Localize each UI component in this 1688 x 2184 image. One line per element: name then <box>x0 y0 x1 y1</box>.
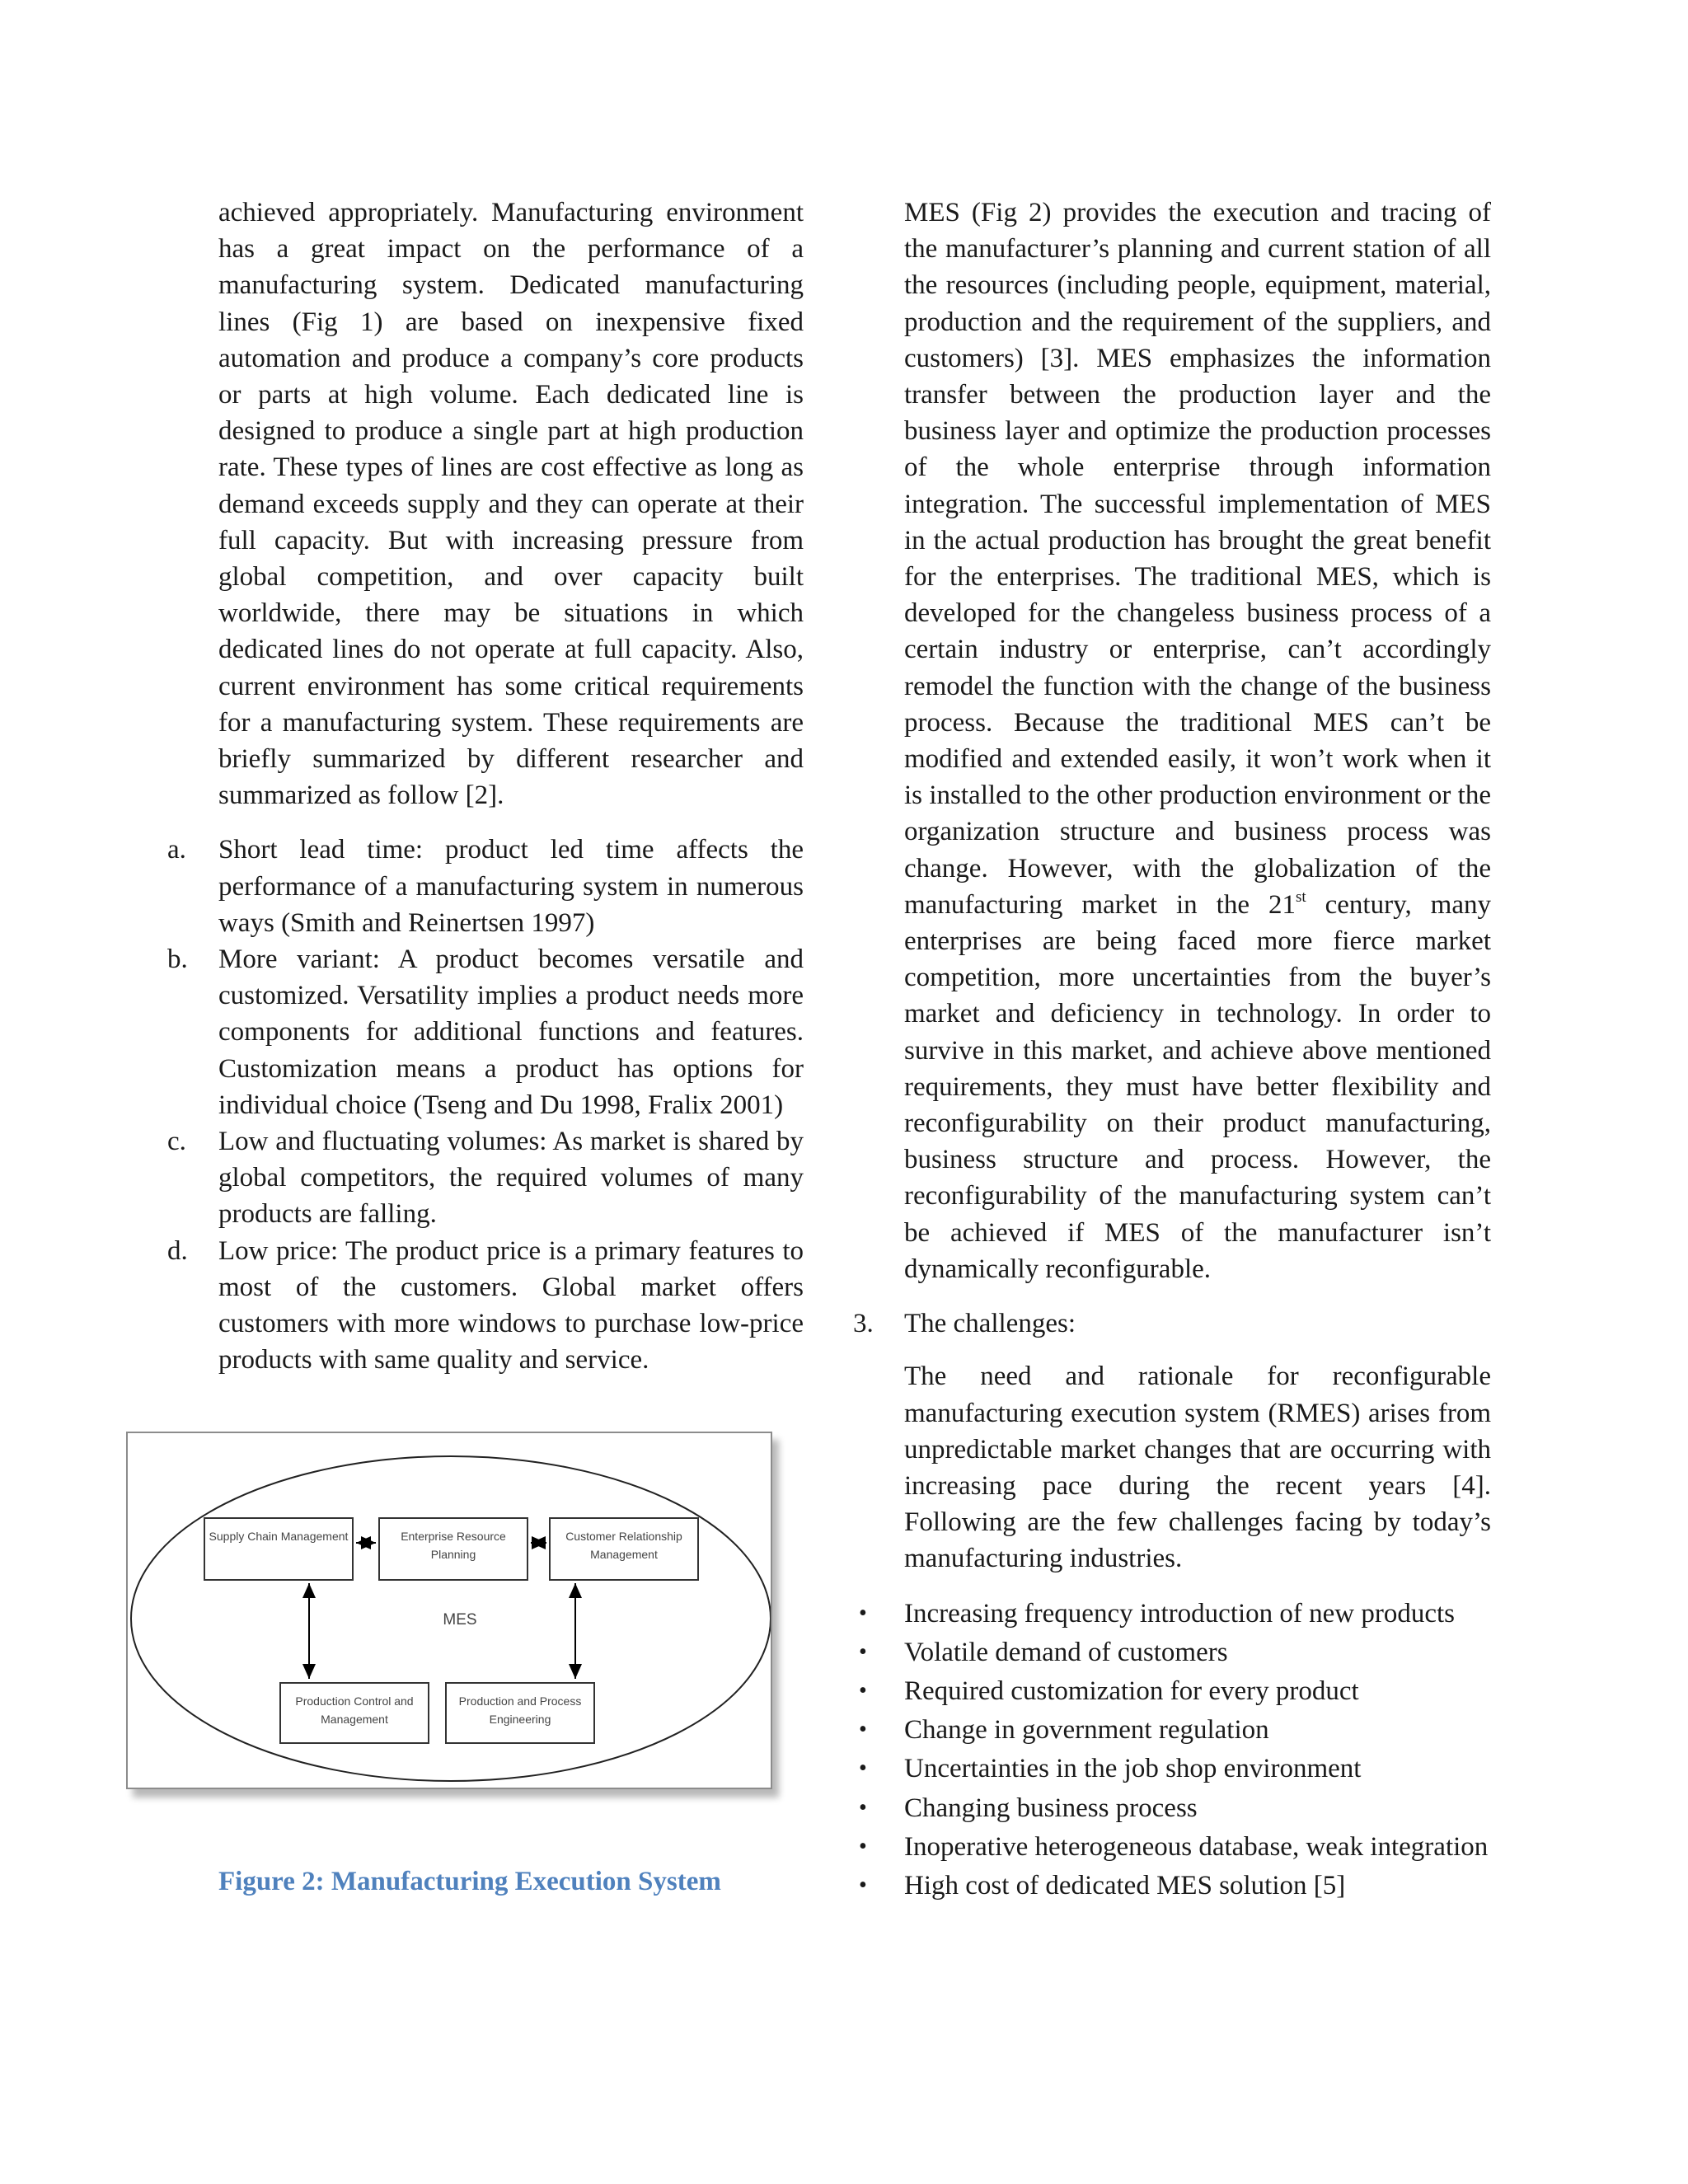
list-item <box>859 1634 1491 1671</box>
list-item-label: b. <box>167 944 188 975</box>
list-item <box>167 832 804 941</box>
section-number: 3. <box>853 1309 874 1339</box>
list-item-text: Short lead time: product led time affects the performance of a manufacturing system in numerous ways (Smith and Reinertsen 1997) <box>218 835 804 938</box>
list-item-text: Uncertainties in the job shop environment <box>904 1754 1362 1784</box>
mes-figure <box>126 1432 772 1789</box>
mes-paragraph-part2: century, many enterprises are being faced more fierce market competition, more uncertainties from the buyer’s market and deficiency in technology. In order to survive in this market, and achieve above mentioned requirements, they must have better flexibility and reconfigurability on their product manufacturing, business structure and process. However, the reconfigurability of the manufacturing system can’t be achieved if MES of the manufacturer isn’t dynamically reconfigurable. <box>904 889 1491 1284</box>
list-item <box>859 1868 1491 1904</box>
list-item <box>167 1123 804 1233</box>
intro-paragraph: achieved appropriately. Manufacturing environment has a great impact on the performance of a manufacturing system. Dedicated manufacturing lines (Fig 1) are based on inexpensive fixed automation and produce a company’s core products or parts at high volume. Each dedicated line is designed to produce a single part at high production rate. These types of lines are cost effective as long as demand exceeds supply and they can operate at their full capacity. But with increasing pressure from global competition, and over capacity built worldwide, there may be situations in which dedicated lines do not operate at full capacity. Also, current environment has some critical requirements for a manufacturing system. These requirements are briefly summarized by different researcher and summarized as follow [2]. <box>218 198 804 811</box>
list-item-text: Increasing frequency introduction of new products <box>904 1598 1456 1629</box>
scm-label: Supply Chain Management <box>209 1530 349 1543</box>
ppe-label-line2: Engineering <box>489 1713 551 1726</box>
bullet-icon: • <box>859 1717 867 1743</box>
erp-label-line1: Enterprise Resource <box>401 1530 506 1543</box>
bullet-icon: • <box>859 1755 867 1782</box>
section-heading <box>853 1305 1491 1342</box>
list-item-text: More variant: A product becomes versatile and customized. Versatility implies a product needs more components for additional functions and features. Customization means a product has options for individual choice (Tseng and Du 1998, Fralix 2001) <box>218 944 804 1120</box>
section-title: The challenges: <box>904 1309 1076 1339</box>
list-item <box>859 1673 1491 1709</box>
list-item <box>167 941 804 1123</box>
list-item <box>859 1750 1491 1787</box>
mes-paragraph-part1: MES (Fig 2) provides the execution and tracing of the manufacturer’s planning and current station of all the resources (including people, equipment, material, production and the requirement of the suppliers, and customers) [3]. MES emphasizes the information transfer between the production layer and the business layer and optimize the production processes of the whole enterprise through information integration. The successful implementation of MES in the actual production has brought the great benefit for the enterprises. The traditional MES, which is developed for the changeless business process of a certain industry or enterprise, can’t accordingly remodel the function with the change of the business process. Because the traditional MES can’t be modified and extended easily, it won’t work when it is installed to the other production environment or the organization structure and business process was change. However, with the globalization of the manufacturing market in the 21 <box>904 198 1491 920</box>
superscript-st: st <box>1295 888 1306 906</box>
list-item <box>859 1596 1491 1632</box>
ppe-label-line1: Production and Process <box>458 1694 582 1708</box>
list-item-text: Required customization for every product <box>904 1675 1359 1706</box>
list-item-label: a. <box>167 835 186 865</box>
pcm-label-line2: Management <box>321 1713 388 1726</box>
mes-center-label: MES <box>443 1611 477 1629</box>
list-item <box>167 1233 804 1379</box>
list-item-text: Inoperative heterogeneous database, weak integration <box>904 1831 1489 1862</box>
scm-box <box>204 1518 353 1580</box>
left-column <box>167 194 804 1379</box>
figure-caption: Figure 2: Manufacturing Execution System <box>218 1867 721 1896</box>
list-item <box>859 1712 1491 1748</box>
list-item-text: Low and fluctuating volumes: As market is shared by global competitors, the required volumes of many products are falling. <box>218 1127 804 1230</box>
bullet-icon: • <box>859 1833 867 1859</box>
requirements-list <box>167 832 804 1378</box>
list-item-text: Changing business process <box>904 1793 1198 1823</box>
bullet-icon: • <box>859 1677 867 1704</box>
bullet-icon: • <box>859 1600 867 1626</box>
erp-label-line2: Planning <box>430 1548 476 1561</box>
list-item <box>859 1829 1491 1865</box>
list-item-label: d. <box>167 1235 188 1266</box>
list-item-text: Volatile demand of customers <box>904 1637 1228 1667</box>
list-item <box>859 1790 1491 1826</box>
bullet-icon: • <box>859 1872 867 1898</box>
list-item-text: Low price: The product price is a primary features to most of the customers. Global market offers customers with more windows to purchase low-price products with same quality and service. <box>218 1235 804 1376</box>
list-item-text: High cost of dedicated MES solution [5] <box>904 1870 1346 1900</box>
mes-diagram <box>128 1433 771 1788</box>
bullet-icon: • <box>859 1794 867 1821</box>
list-item-text: Change in government regulation <box>904 1715 1269 1746</box>
pcm-label-line1: Production Control and <box>295 1694 414 1708</box>
list-item-label: c. <box>167 1127 186 1157</box>
mes-paragraph <box>904 194 1491 1287</box>
challenges-paragraph: The need and rationale for reconfigurable manufacturing execution system (RMES) arises from unpredictable market changes that are occurring with increasing pace during the recent years [4]. Following are the few challenges facing by today’s manufacturing industries. <box>904 1361 1491 1574</box>
bullet-icon: • <box>859 1638 867 1665</box>
crm-label-line1: Customer Relationship <box>565 1530 682 1543</box>
crm-label-line2: Management <box>590 1548 658 1561</box>
right-column <box>853 194 1491 1906</box>
challenges-list <box>859 1596 1491 1905</box>
